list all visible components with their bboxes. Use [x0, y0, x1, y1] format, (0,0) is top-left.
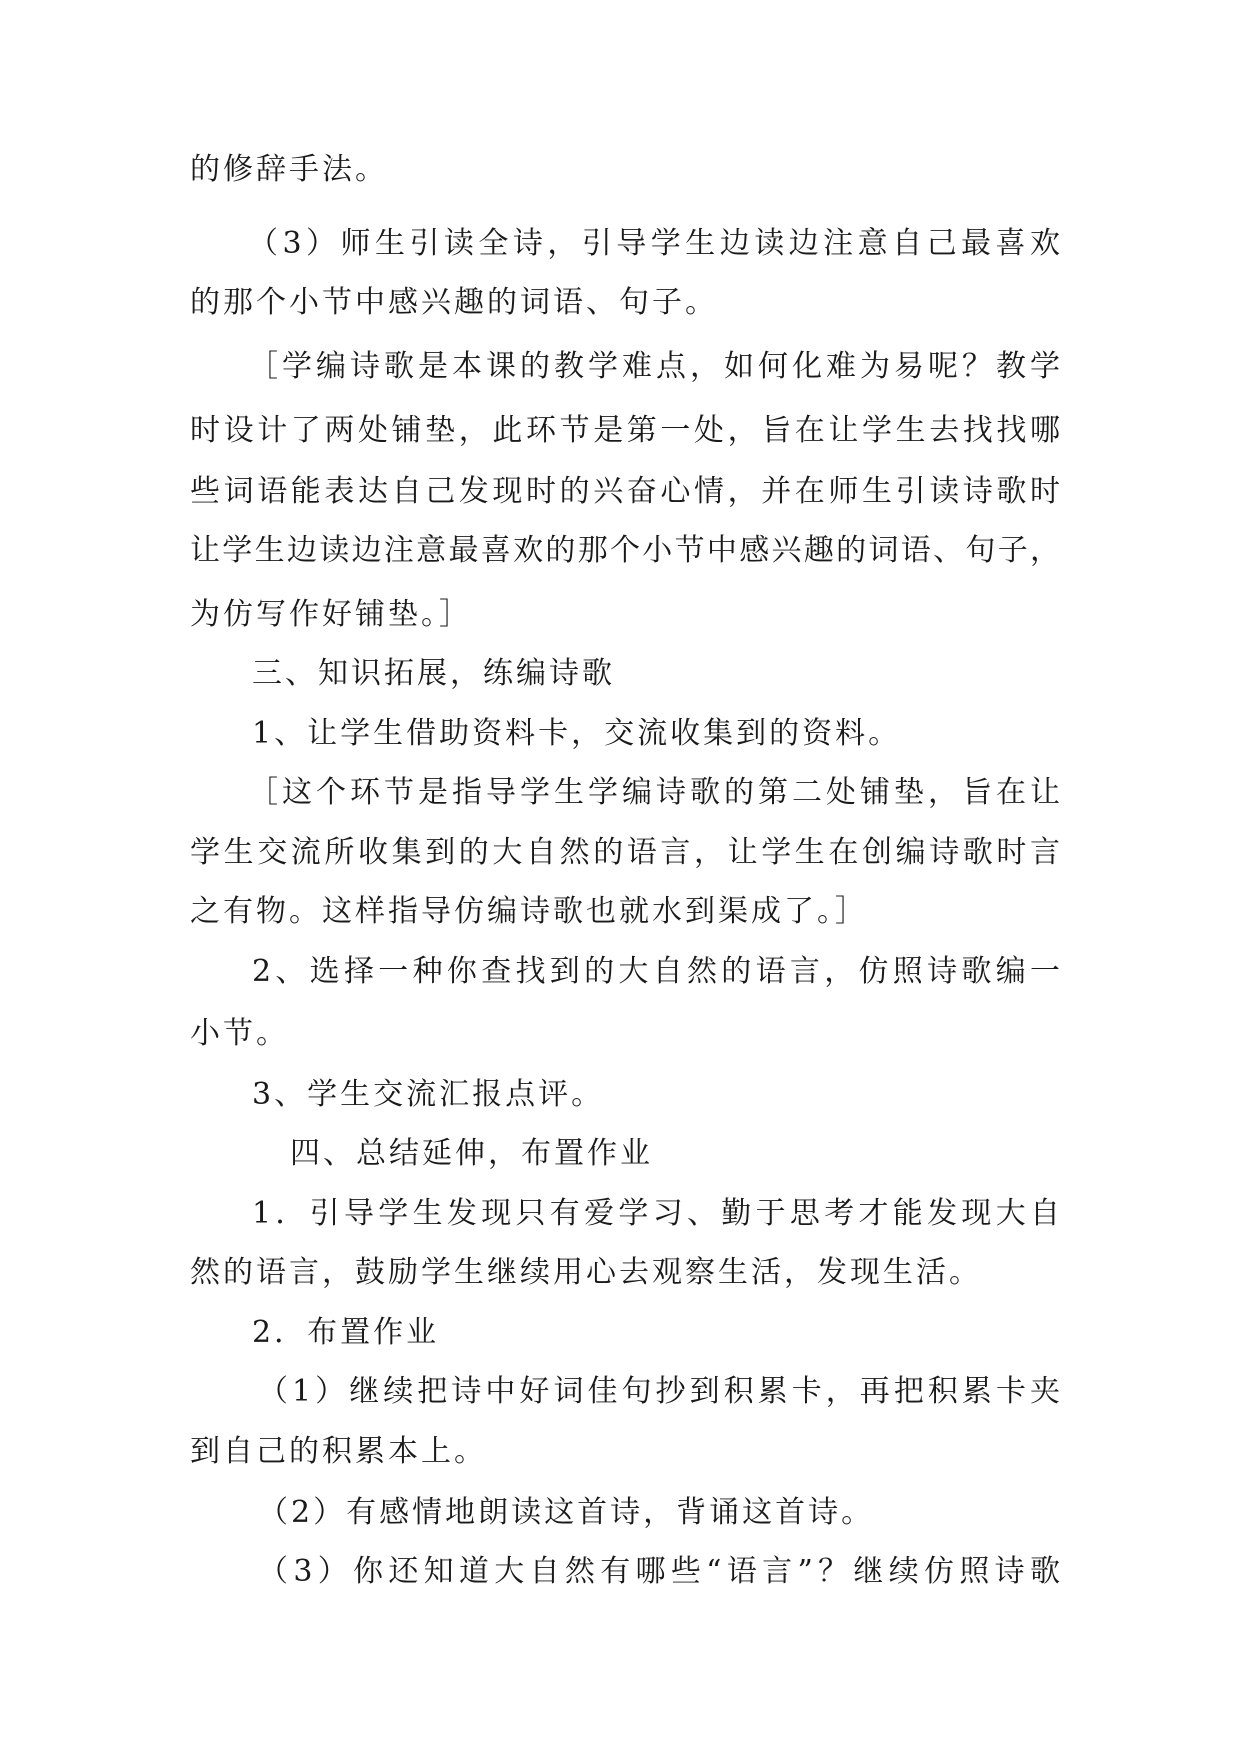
text-line-5: 时设计了两处铺垫，此环节是第一处，旨在让学生去找找哪	[190, 413, 1060, 448]
text-line-6: 些词语能表达自己发现时的兴奋心情，并在师生引读诗歌时	[190, 474, 1060, 509]
text-line-15: 小节。	[190, 1016, 289, 1051]
text-line-20: 2．布置作业	[252, 1315, 440, 1350]
text-line-1: 的修辞手法。	[190, 152, 388, 187]
text-line-13: 之有物。这样指导仿编诗歌也就水到渠成了。］	[190, 894, 868, 929]
text-line-10: 1、让学生借助资料卡，交流收集到的资料。	[252, 716, 902, 751]
text-line-4: ［学编诗歌是本课的教学难点，如何化难为易呢？教学	[248, 349, 1060, 384]
text-line-24: （3）你还知道大自然有哪些“语言”？继续仿照诗歌	[258, 1554, 1060, 1589]
text-line-11: ［这个环节是指导学生学编诗歌的第二处铺垫，旨在让	[248, 775, 1060, 810]
text-line-7: 让学生边读边注意最喜欢的那个小节中感兴趣的词语、句子，	[190, 533, 1060, 568]
text-line-18: 1．引导学生发现只有爱学习、勤于思考才能发现大自	[252, 1196, 1060, 1231]
text-line-22: 到自己的积累本上。	[190, 1434, 487, 1469]
text-line-19: 然的语言，鼓励学生继续用心去观察生活，发现生活。	[190, 1255, 982, 1290]
text-line-3: 的那个小节中感兴趣的词语、句子。	[190, 285, 718, 320]
section-heading-3: 三、知识拓展，练编诗歌	[252, 656, 615, 691]
text-line-8: 为仿写作好铺垫。］	[190, 597, 472, 632]
text-line-21: （1）继续把诗中好词佳句抄到积累卡，再把积累卡夹	[258, 1374, 1060, 1409]
text-line-23: （2）有感情地朗读这首诗，背诵这首诗。	[258, 1495, 875, 1530]
text-line-12: 学生交流所收集到的大自然的语言，让学生在创编诗歌时言	[190, 835, 1060, 870]
section-heading-4: 四、总结延伸，布置作业	[290, 1136, 653, 1171]
text-line-16: 3、学生交流汇报点评。	[252, 1077, 605, 1112]
text-line-2: （3）师生引读全诗，引导学生边读边注意自己最喜欢	[248, 226, 1060, 261]
text-line-14: 2、选择一种你查找到的大自然的语言，仿照诗歌编一	[252, 954, 1060, 989]
